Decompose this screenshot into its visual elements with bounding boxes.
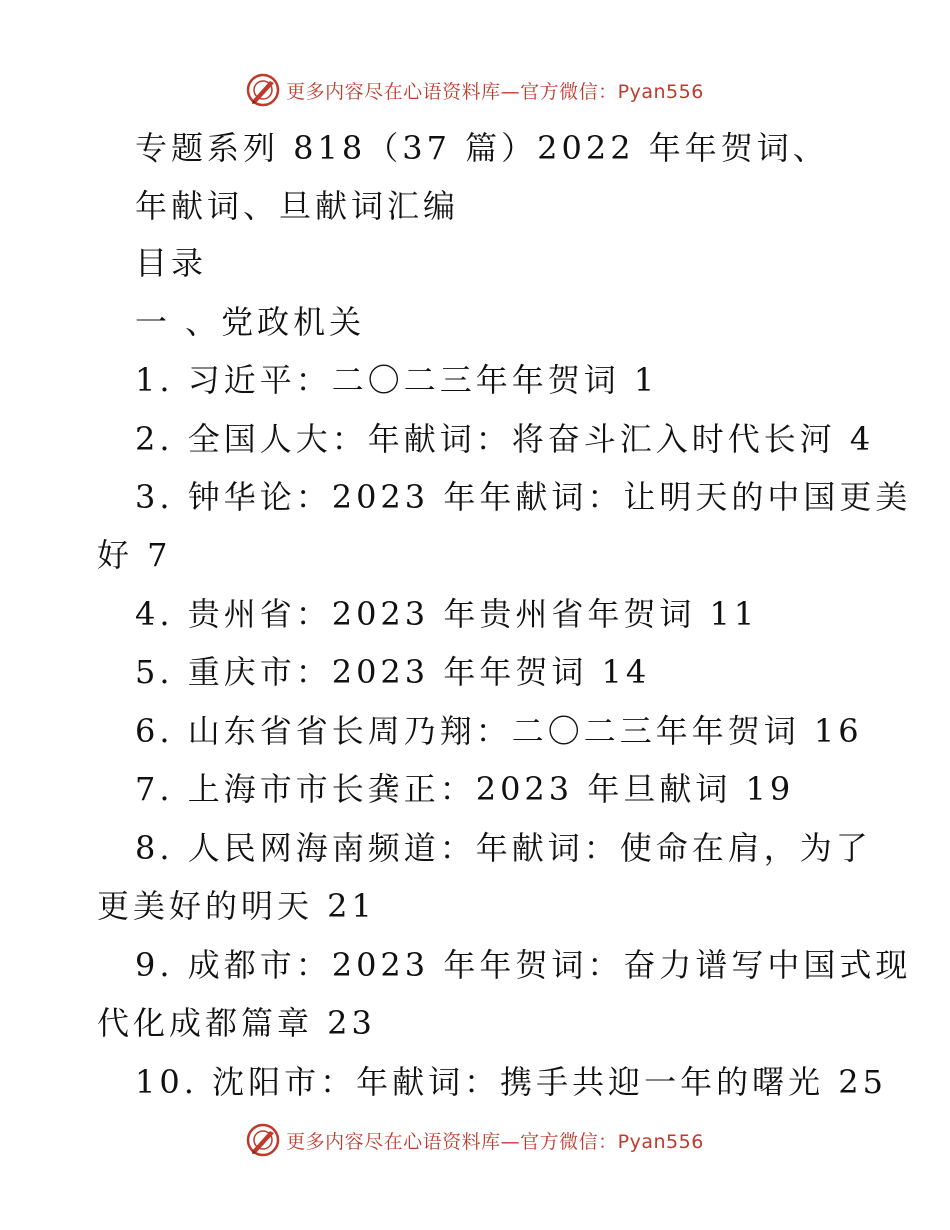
toc-entry: 3. 钟华论：2023 年年献词：让明天的中国更美 — [135, 478, 912, 516]
toc-entry: 6. 山东省省长周乃翔：二〇二三年年贺词 16 — [135, 712, 863, 750]
watermark-banner-top — [0, 70, 950, 110]
watermark-text: 更多内容尽在心语资料库—官方微信：Pyan556 — [286, 80, 704, 103]
toc-entry: 4. 贵州省：2023 年贵州省年贺词 11 — [135, 595, 759, 633]
toc-heading: 目录 — [135, 244, 208, 282]
toc-entry-continuation: 更美好的明天 21 — [97, 887, 376, 925]
toc-entry: 1. 习近平：二〇二三年年贺词 1 — [135, 361, 659, 399]
toc-entry: 10. 沈阳市：年献词：携手共迎一年的曙光 25 — [135, 1063, 887, 1101]
watermark-text: 更多内容尽在心语资料库—官方微信：Pyan556 — [286, 1130, 704, 1153]
toc-entry-continuation: 好 7 — [97, 536, 172, 574]
toc-entry: 9. 成都市：2023 年年贺词：奋力谱写中国式现 — [135, 946, 912, 984]
document-title-line-2: 年献词、旦献词汇编 — [135, 187, 460, 225]
toc-entry: 8. 人民网海南频道：年献词：使命在肩，为了 — [135, 829, 872, 867]
toc-entry-continuation: 代化成都篇章 23 — [97, 1004, 376, 1042]
watermark-banner-bottom — [0, 1120, 950, 1160]
quill-pen-logo-icon — [246, 73, 280, 107]
toc-section-heading: 一 、党政机关 — [135, 303, 366, 341]
document-title-line-1: 专题系列 818（37 篇）2022 年年贺词、 — [135, 129, 829, 167]
toc-entry: 5. 重庆市：2023 年年贺词 14 — [135, 653, 651, 691]
toc-entry: 2. 全国人大：年献词：将奋斗汇入时代长河 4 — [135, 420, 875, 458]
quill-pen-logo-icon — [246, 1123, 280, 1157]
toc-entry: 7. 上海市市长龚正：2023 年旦献词 19 — [135, 770, 795, 808]
